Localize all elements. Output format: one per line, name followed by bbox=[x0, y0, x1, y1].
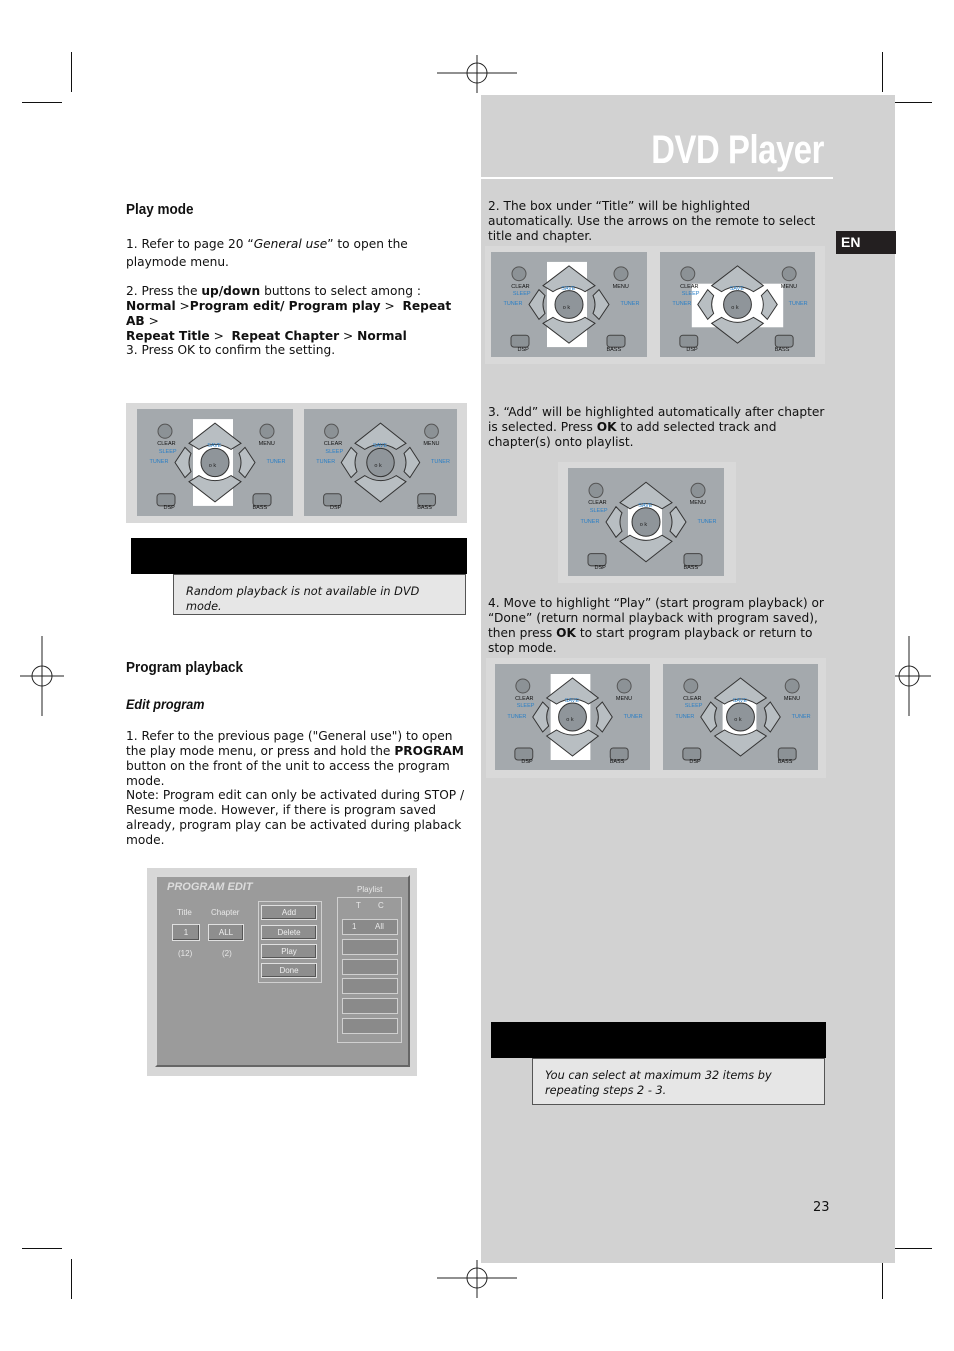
remote-tuner-left-label: TUNER bbox=[580, 518, 600, 525]
remote-dsp-label: DSP bbox=[517, 346, 529, 353]
right-step2: 2. The box under “Title” will be highlighted automatically. Use the arrows on the remote to select title and chapter. bbox=[488, 199, 816, 243]
remote-clear-label: CLEAR bbox=[680, 283, 699, 290]
remote-sleep-label: SLEEP bbox=[589, 508, 608, 515]
remote-ok-label: o k bbox=[208, 462, 217, 469]
separator: > bbox=[380, 299, 403, 313]
chapter-count: (2) bbox=[222, 949, 232, 958]
chapter-label: Chapter bbox=[211, 908, 240, 917]
delete-button[interactable]: Delete bbox=[261, 925, 317, 940]
remote-ok-label: o k bbox=[639, 522, 648, 529]
remote-tuner-left-label: TUNER bbox=[672, 301, 692, 308]
mode-normal-end: Normal bbox=[357, 329, 407, 343]
key-name: OK bbox=[596, 420, 617, 434]
program-playback-heading: Program playback bbox=[126, 659, 244, 676]
mode-normal: Normal bbox=[126, 299, 176, 313]
remote-tuner-left-label: TUNER bbox=[149, 459, 169, 466]
note-box: You can select at maximum 32 items by repeating steps 2 - 3. bbox=[532, 1058, 825, 1105]
remote-clear-label: CLEAR bbox=[588, 500, 607, 507]
remote-tuner-left-label: TUNER bbox=[316, 459, 336, 466]
remote-dsp-label: DSP bbox=[689, 759, 701, 766]
remote-tuner-right-label: TUNER bbox=[697, 518, 717, 525]
remote-illustration bbox=[137, 409, 293, 516]
remote-clear-label: CLEAR bbox=[683, 695, 702, 702]
key-name: up/down bbox=[201, 284, 261, 298]
remote-save-label: SAVE bbox=[564, 697, 580, 704]
remote-sleep-label: SLEEP bbox=[325, 448, 344, 455]
crop-mark bbox=[882, 52, 883, 92]
crop-mark bbox=[71, 1259, 72, 1299]
separator: > bbox=[175, 299, 190, 313]
text: 3. “Add” will be highlighted automatically after chapter is selected. Press bbox=[488, 405, 825, 434]
remote-ok-label: o k bbox=[566, 717, 574, 724]
playlist-row[interactable] bbox=[342, 978, 398, 994]
remote-illustration bbox=[663, 664, 818, 770]
remote-tuner-left-label: TUNER bbox=[507, 713, 527, 720]
edit-program-subheading: Edit program bbox=[126, 696, 205, 712]
play-mode-heading: Play mode bbox=[126, 201, 194, 218]
text: 1. Refer to the previous page ("General use") to open the play mode menu, or press and hold the bbox=[126, 729, 453, 758]
remote-ok-label: o k bbox=[731, 304, 739, 311]
key-name: PROGRAM bbox=[394, 744, 464, 758]
program-edit-title: PROGRAM EDIT bbox=[167, 881, 253, 893]
remote-bass-label: BASS bbox=[609, 759, 625, 766]
mode-repeat-title: Repeat Title bbox=[126, 329, 210, 343]
play-button[interactable]: Play bbox=[261, 944, 317, 959]
chapter-value-box[interactable]: ALL bbox=[208, 924, 244, 941]
remote-tuner-right-label: TUNER bbox=[620, 301, 640, 308]
mode-repeat-ab: Repeat AB bbox=[126, 299, 452, 328]
remote-tuner-right-label: TUNER bbox=[791, 713, 811, 720]
remote-tuner-right-label: TUNER bbox=[788, 301, 808, 308]
remote-menu-label: MENU bbox=[689, 500, 706, 507]
right-step3 bbox=[488, 405, 833, 450]
remote-sleep-label: SLEEP bbox=[516, 703, 535, 710]
remote-bass-label: BASS bbox=[252, 505, 268, 512]
play-mode-step3: 3. Press OK to confirm the setting. bbox=[126, 343, 336, 357]
done-button[interactable]: Done bbox=[261, 963, 317, 978]
remote-bass-label: BASS bbox=[606, 346, 622, 353]
remote-illustration bbox=[660, 252, 815, 357]
remote-menu-label: MENU bbox=[615, 695, 633, 702]
remote-sleep-label: SLEEP bbox=[684, 703, 703, 710]
remote-save-label: SAVE bbox=[732, 697, 748, 704]
remote-clear-label: CLEAR bbox=[511, 283, 530, 290]
program-note-paragraph: Note: Program edit can only be activated during STOP / Resume mode. However, if there is program saved already, program play can be activated during plaback mode. bbox=[126, 788, 465, 847]
text: ” to open the playmode menu. bbox=[126, 237, 408, 269]
text: to add selected track and chapter(s) onto playlist. bbox=[488, 420, 777, 449]
crop-mark bbox=[882, 1259, 883, 1299]
separator: > bbox=[209, 329, 232, 343]
play-mode-step1 bbox=[126, 235, 466, 271]
remote-illustration bbox=[495, 664, 650, 770]
remote-bass-label: BASS bbox=[417, 505, 432, 512]
remote-clear-label: CLEAR bbox=[323, 441, 343, 448]
playlist-row[interactable] bbox=[342, 919, 398, 935]
remote-sleep-label: SLEEP bbox=[512, 290, 531, 297]
remote-save-label: SAVE bbox=[561, 285, 576, 292]
add-button[interactable]: Add bbox=[261, 905, 317, 920]
title-value-box[interactable]: 1 bbox=[172, 924, 200, 941]
remote-tuner-left-label: TUNER bbox=[675, 713, 695, 720]
title-count: (12) bbox=[178, 949, 193, 958]
remote-illustration bbox=[568, 468, 724, 576]
playlist-label: Playlist bbox=[357, 885, 383, 894]
mode-program: Program edit/ Program play bbox=[189, 299, 381, 313]
remote-clear-label: CLEAR bbox=[157, 441, 176, 448]
title-label: Title bbox=[177, 908, 192, 917]
separator: > bbox=[339, 329, 358, 343]
key-name: OK bbox=[556, 626, 576, 640]
remote-save-label: SAVE bbox=[638, 502, 653, 509]
playlist-col-t: T bbox=[356, 901, 361, 910]
remote-dsp-label: DSP bbox=[521, 759, 533, 766]
mode-repeat-chapter: Repeat Chapter bbox=[231, 329, 340, 343]
crop-mark bbox=[892, 102, 932, 103]
remote-menu-label: MENU bbox=[258, 441, 275, 448]
title-rule bbox=[481, 177, 833, 179]
remote-menu-label: MENU bbox=[423, 441, 440, 448]
remote-save-label: SAVE bbox=[729, 285, 745, 292]
remote-sleep-label: SLEEP bbox=[681, 290, 700, 297]
page-title: DVD Player bbox=[651, 128, 824, 172]
registration-mark-bottom bbox=[437, 1258, 517, 1298]
remote-dsp-label: DSP bbox=[686, 346, 698, 353]
remote-menu-label: MENU bbox=[612, 283, 629, 290]
remote-ok-label: o k bbox=[562, 304, 571, 311]
remote-illustration bbox=[491, 252, 647, 357]
crop-mark bbox=[71, 52, 72, 92]
remote-dsp-label: DSP bbox=[163, 505, 175, 512]
playlist-row1-title: 1 bbox=[352, 922, 357, 931]
playlist-row1-chapter: All bbox=[375, 922, 384, 931]
remote-tuner-left-label: TUNER bbox=[503, 301, 523, 308]
remote-save-label: SAVE bbox=[207, 443, 222, 450]
registration-mark-top bbox=[437, 55, 517, 95]
program-step1 bbox=[126, 729, 468, 789]
note-box: Random playback is not available in DVD mode. bbox=[173, 574, 466, 615]
remote-tuner-right-label: TUNER bbox=[623, 713, 643, 720]
remote-dsp-label: DSP bbox=[594, 565, 606, 572]
text: to start program playback or return to stop mode. bbox=[488, 626, 813, 655]
playlist-row[interactable] bbox=[342, 1018, 398, 1034]
text: buttons to select among : bbox=[260, 284, 421, 298]
right-step4 bbox=[488, 596, 833, 656]
text: 2. Press the bbox=[126, 284, 202, 298]
playlist-row[interactable] bbox=[342, 959, 398, 975]
remote-tuner-right-label: TUNER bbox=[266, 459, 286, 466]
text: General use bbox=[253, 237, 328, 251]
remote-bass-label: BASS bbox=[777, 759, 793, 766]
remote-illustration bbox=[304, 409, 457, 516]
note-header-bar bbox=[491, 1022, 826, 1058]
playlist-row[interactable] bbox=[342, 998, 398, 1014]
remote-sleep-label: SLEEP bbox=[158, 448, 177, 455]
text: button on the front of the unit to access the program mode. bbox=[126, 759, 450, 788]
text: 4. Move to highlight “Play” (start program playback) or “Done” (return normal playback with program saved), then press bbox=[488, 596, 824, 640]
remote-clear-label: CLEAR bbox=[515, 695, 534, 702]
page-number: 23 bbox=[813, 1200, 830, 1215]
remote-tuner-right-label: TUNER bbox=[430, 459, 450, 466]
separator: > bbox=[144, 314, 159, 328]
playlist-col-c: C bbox=[378, 901, 384, 910]
remote-save-label: SAVE bbox=[372, 443, 388, 450]
program-edit-screen bbox=[155, 875, 410, 1067]
crop-mark bbox=[892, 1248, 932, 1249]
note-header-bar bbox=[131, 538, 467, 574]
language-tab: EN bbox=[836, 231, 896, 254]
play-mode-step2 bbox=[126, 284, 468, 344]
remote-dsp-label: DSP bbox=[330, 505, 342, 512]
remote-bass-label: BASS bbox=[683, 565, 699, 572]
crop-mark bbox=[22, 1248, 62, 1249]
crop-mark bbox=[22, 102, 62, 103]
playlist-row[interactable] bbox=[342, 939, 398, 955]
remote-ok-label: o k bbox=[734, 717, 742, 724]
registration-mark-left bbox=[20, 636, 64, 716]
text: 1. Refer to page 20 “ bbox=[126, 237, 254, 251]
remote-ok-label: o k bbox=[374, 462, 382, 469]
remote-menu-label: MENU bbox=[783, 695, 801, 702]
remote-bass-label: BASS bbox=[774, 346, 790, 353]
remote-menu-label: MENU bbox=[780, 283, 798, 290]
